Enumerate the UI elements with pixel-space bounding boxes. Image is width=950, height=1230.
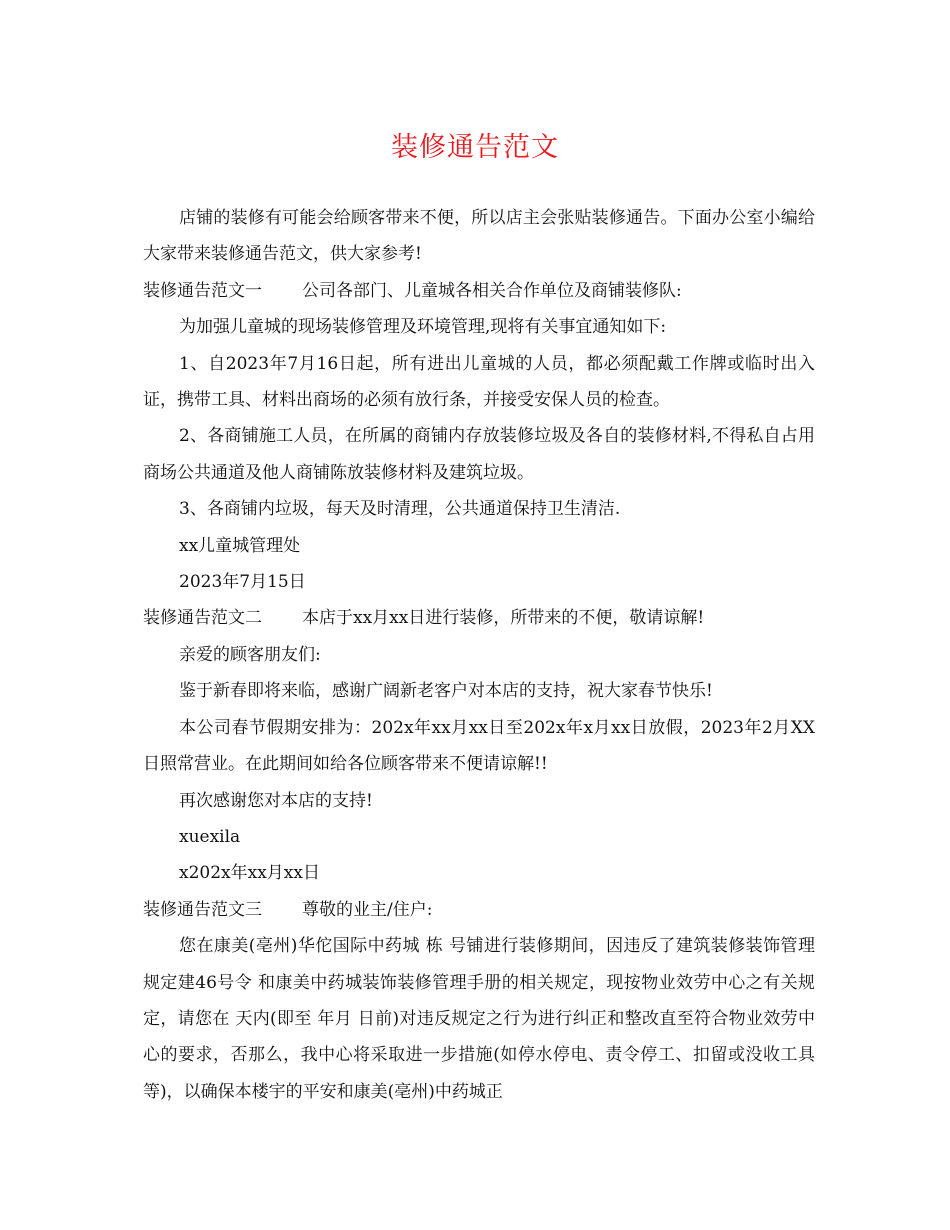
sample2-signature: xuexila [179, 826, 241, 847]
sample1-addressee: 公司各部门、儿童城各相关合作单位及商铺装修队: [302, 280, 682, 301]
sample2-para2: 本公司春节假期安排为：202x年xx月xx日至202x年x月xx日放假，2023年2月XX日照常营业。在此期间如给各位顾客带来不便请谅解!! [143, 717, 815, 775]
sample1-lead: 为加强儿童城的现场装修管理及环境管理,现将有关事宜通知如下: [179, 317, 667, 338]
sample3-heading: 装修通告范文三 [143, 899, 262, 920]
document-body [143, 200, 815, 1110]
sample1-signature: xx儿童城管理处 [179, 535, 301, 556]
sample2-heading-row [143, 600, 815, 636]
sample3-para1: 您在康美(亳州)华佗国际中药城 栋 号铺进行装修期间，因违反了建筑装修装饰管理规定建46号令 和康美中药城装饰装修管理手册的相关规定，现按物业效劳中心之有关规定，请您在 天内(即至 年月 日前)对违反规定之行为进行纠正和整改直至符合物业效劳中心的要求，否那么，我中心将采取进一步措施(如停水停电、责令停工、扣留或没收工具等)，以确保本楼宇的平安和康美(亳州)中药城正 [143, 936, 815, 1102]
sample1-heading: 装修通告范文一 [143, 280, 262, 301]
sample1-item2: 2、各商铺施工人员，在所属的商铺内存放装修垃圾及各自的装修材料,不得私自占用商场公共通道及他人商铺陈放装修材料及建筑垃圾。 [143, 426, 815, 483]
sample3-addressee: 尊敬的业主/住户: [302, 899, 433, 920]
sample1-heading-row [143, 273, 815, 309]
sample2-date: x202x年xx月xx日 [179, 863, 320, 884]
sample1-item3: 3、各商铺内垃圾，每天及时清理，公共通道保持卫生清洁. [179, 499, 621, 520]
sample1-item1: 1、自2023年7月16日起，所有进出儿童城的人员，都必须配戴工作牌或临时出入证，携带工具、材料出商场的必须有放行条，并接受安保人员的检查。 [143, 353, 815, 411]
sample2-para1: 鉴于新春即将来临，感谢广阔新老客户对本店的支持，祝大家春节快乐! [179, 681, 713, 702]
document-title: 装修通告范文 [391, 132, 559, 163]
sample2-para3: 再次感谢您对本店的支持! [179, 790, 373, 811]
sample2-heading: 装修通告范文二 [143, 608, 262, 629]
sample2-subject: 本店于xx月xx日进行装修，所带来的不便，敬请谅解! [302, 608, 705, 629]
sample2-greeting: 亲爱的顾客朋友们: [179, 644, 321, 665]
sample1-date: 2023年7月15日 [179, 572, 306, 593]
intro-paragraph: 店铺的装修有可能会给顾客带来不便，所以店主会张贴装修通告。下面办公室小编给大家带来装修通告范文，供大家参考! [143, 208, 815, 265]
sample3-heading-row [143, 892, 815, 928]
